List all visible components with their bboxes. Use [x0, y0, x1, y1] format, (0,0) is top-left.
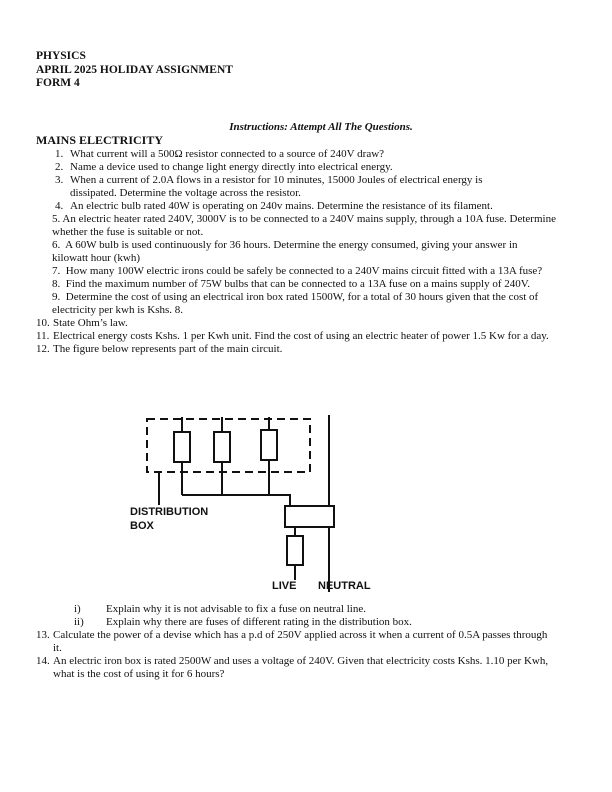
question-7 [36, 265, 556, 278]
form-title: FORM 4 [36, 77, 80, 89]
question-14 [36, 655, 556, 681]
question-number: 9. [52, 291, 61, 303]
question-10 [36, 317, 556, 330]
question-number: 7. [52, 265, 61, 277]
question-text: An electric heater rated 240V, 3000V is to be connected to a 240V mains supply, through a 10A fuse. Determine whether the fuse is suitable or not. [52, 213, 556, 238]
question-9 [36, 291, 566, 317]
question-2 [36, 161, 556, 174]
meter-box [285, 506, 334, 527]
instructions-label: Instructions [229, 121, 285, 133]
question-text: What current will a 500Ω resistor connected to a source of 240V draw? [70, 148, 385, 160]
section-title: MAINS ELECTRICITY [36, 133, 164, 147]
question-text: State Ohm’s law. [53, 317, 128, 329]
sub-question-i [36, 603, 556, 616]
sub-question-text: Explain why there are fuses of different rating in the distribution box. [106, 616, 412, 628]
question-text: Electrical energy costs Kshs. 1 per Kwh unit. Find the cost of using an electric heater of power 1.5 Kw for a day. [53, 330, 549, 342]
fuse-2 [214, 432, 230, 462]
question-text: An electric iron box is rated 2500W and uses a voltage of 240V. Given that electricity costs Kshs. 1.10 per Kwh, what is the cost of using it for 6 hours? [53, 655, 549, 680]
main-fuse [287, 536, 303, 565]
bus-wire [182, 495, 290, 506]
assignment-title: APRIL 2025 HOLIDAY ASSIGNMENT [36, 63, 233, 76]
question-number: 11. [36, 330, 50, 342]
question-8 [36, 278, 556, 291]
question-4 [36, 200, 556, 213]
sub-question-ii [36, 616, 556, 629]
question-text: A 60W bulb is used continuously for 36 hours. Determine the energy consumed, giving your answer in kilowatt hour (kwh) [52, 239, 518, 264]
fuse-1 [174, 432, 190, 462]
question-text: How many 100W electric irons could be safely be connected to a 240V mains circuit fitted with a 13A fuse? [65, 265, 543, 277]
question-number: 1. [55, 148, 64, 160]
distribution-label: DISTRIBUTION [130, 506, 209, 518]
sub-question-number: ii) [74, 616, 84, 628]
question-number: 12. [36, 343, 50, 355]
box-label: BOX [130, 520, 154, 532]
fuse-3 [261, 430, 277, 460]
question-5 [36, 213, 556, 239]
mains-circuit-diagram [115, 403, 375, 598]
question-1 [36, 148, 556, 161]
question-13 [36, 629, 556, 655]
question-number: 13. [36, 629, 50, 641]
question-text: Determine the cost of using an electrical iron box rated 1500W, for a total of 30 hours given that the cost of electricity per kwh is Kshs. 8. [52, 291, 539, 316]
instructions [0, 121, 612, 133]
live-label: LIVE [272, 580, 297, 592]
question-text: An electric bulb rated 40W is operating on 240v mains. Determine the resistance of its filament. [70, 200, 493, 212]
question-number: 5. [52, 213, 61, 225]
question-text: When a current of 2.0A flows in a resistor for 10 minutes, 15000 Joules of electrical energy is dissipated. Determine the voltage across the resistor. [70, 174, 483, 199]
question-number: 10. [36, 317, 50, 329]
question-number: 2. [55, 161, 64, 173]
question-text: Calculate the power of a devise which has a p.d of 250V applied across it when a current of 0.5A passes through it. [53, 629, 548, 654]
question-number: 4. [55, 200, 64, 212]
question-3 [36, 174, 556, 200]
question-6 [36, 239, 556, 265]
document-header [36, 50, 233, 91]
sub-question-text: Explain why it is not advisable to fix a fuse on neutral line. [106, 603, 366, 615]
sub-questions [36, 603, 556, 681]
instructions-text: : Attempt All The Questions. [284, 121, 413, 133]
sub-question-number: i) [74, 603, 81, 615]
question-number: 14. [36, 655, 50, 667]
subject-title: PHYSICS [36, 50, 86, 62]
question-number: 8. [52, 278, 61, 290]
question-12 [36, 343, 556, 356]
question-text: Name a device used to change light energy directly into electrical energy. [70, 161, 393, 173]
neutral-label: NEUTRAL [318, 580, 371, 592]
question-text: The figure below represents part of the main circuit. [53, 343, 283, 355]
question-number: 6. [52, 239, 61, 251]
question-list [36, 148, 556, 356]
question-11 [36, 330, 556, 343]
question-number: 3. [55, 174, 64, 186]
question-text: Find the maximum number of 75W bulbs that can be connected to a 13A fuse on a mains supply of 240V. [65, 278, 531, 290]
